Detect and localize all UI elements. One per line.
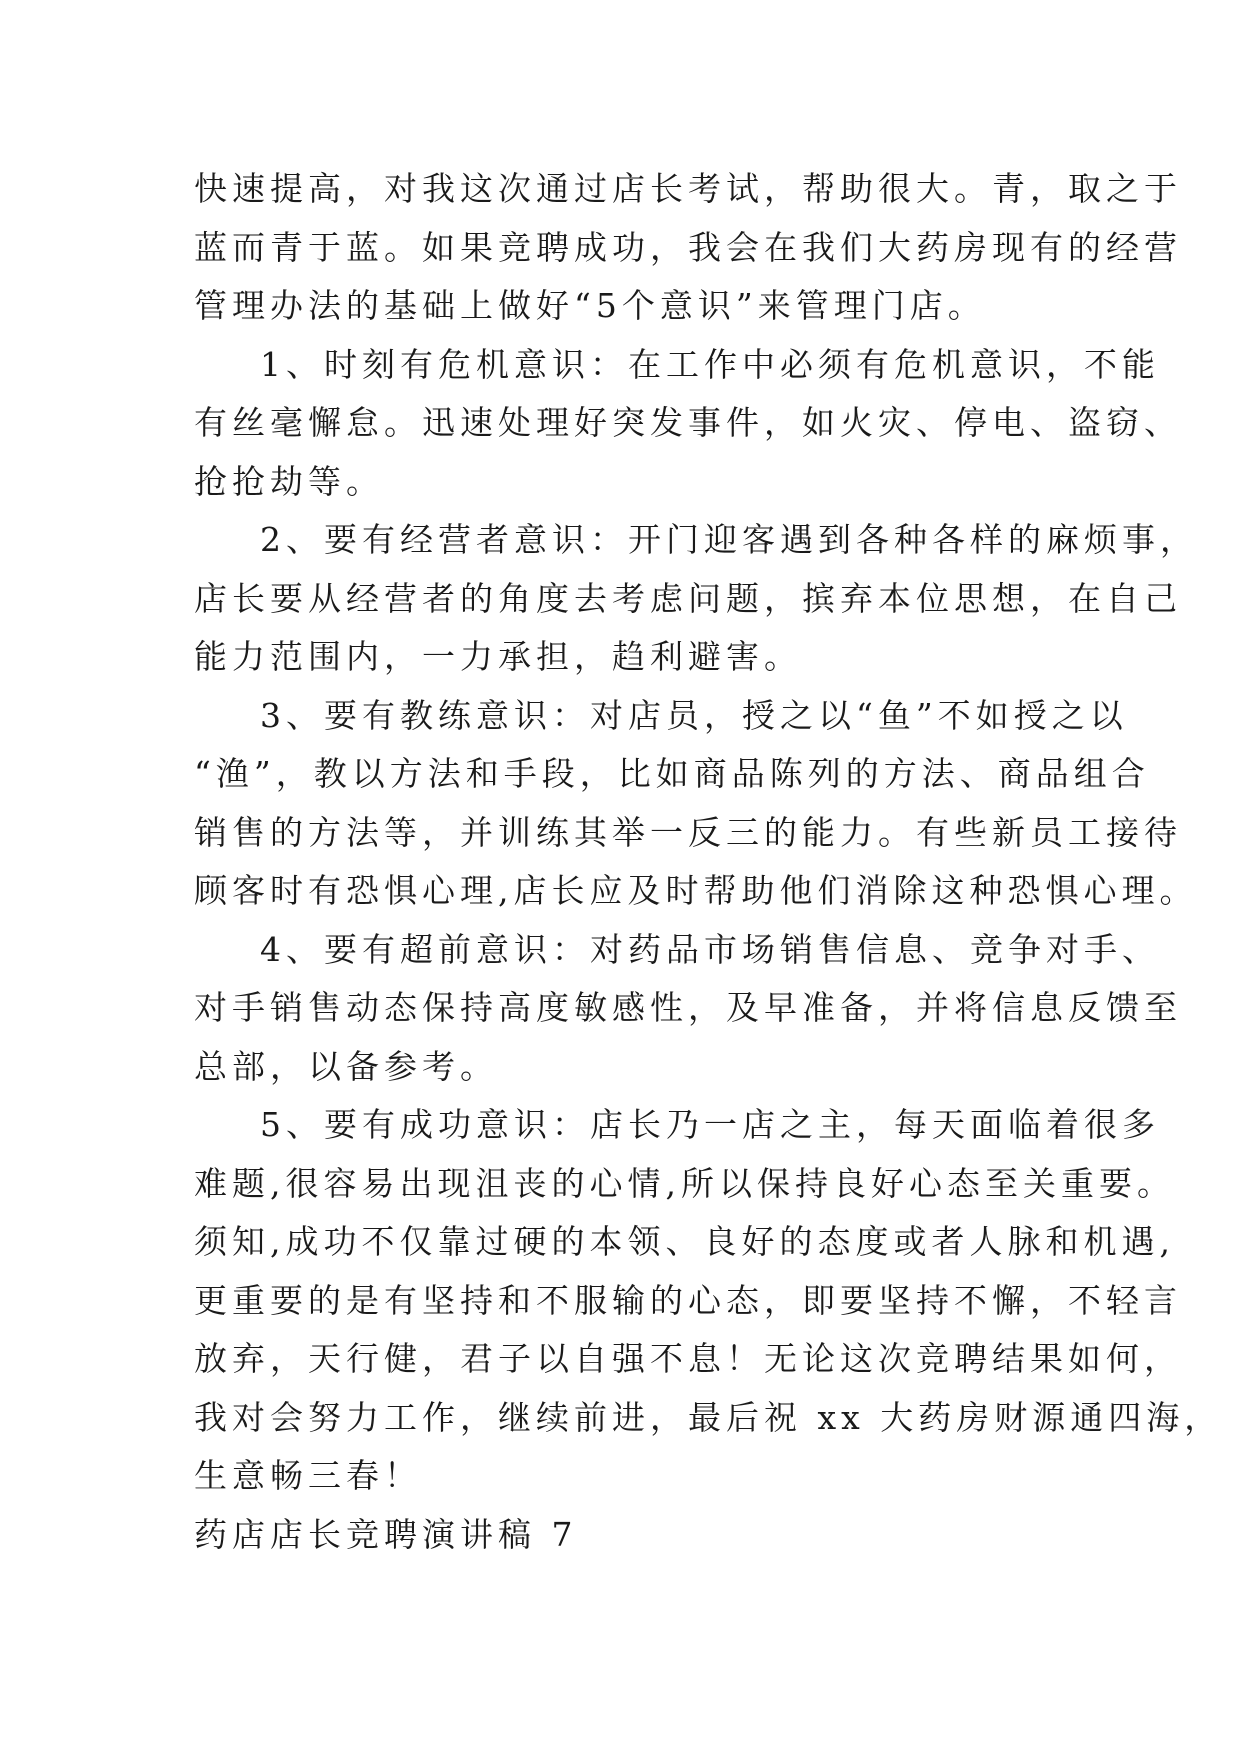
section-heading: 药店店长竞聘演讲稿 7 (194, 1514, 578, 1554)
text-line: 难题,很容易出现沮丧的心情,所以保持良好心态至关重要。 (194, 1163, 1175, 1203)
text-line: 5、要有成功意识：店长乃一店之主，每天面临着很多 (260, 1105, 1160, 1144)
text-line: 4、要有超前意识：对药品市场销售信息、竞争对手、 (260, 929, 1160, 969)
text-line: 放弃，天行健，君子以自强不息！无论这次竞聘结果如何， (194, 1339, 1182, 1378)
text-line: 顾客时有恐惧心理,店长应及时帮助他们消除这种恐惧心理。 (194, 871, 1198, 910)
text-line: 3、要有教练意识：对店员，授之以“鱼”不如授之以 (260, 695, 1128, 735)
text-line: 管理办法的基础上做好“5个意识”来管理门店。 (194, 286, 986, 325)
text-line: 对手销售动态保持高度敏感性，及早准备，并将信息反馈至 (194, 988, 1182, 1027)
document-body (194, 160, 1223, 1564)
text-line: 生意畅三春！ (194, 1456, 422, 1495)
text-line: 蓝而青于蓝。如果竞聘成功，我会在我们大药房现有的经营 (194, 227, 1182, 267)
text-line: 我对会努力工作，继续前进，最后祝 xx 大药房财源通四海， (194, 1397, 1223, 1437)
text-line: 能力范围内，一力承担，趋利避害。 (194, 637, 802, 676)
text-line: 须知,成功不仅靠过硬的本领、良好的态度或者人脉和机遇, (194, 1222, 1175, 1261)
text-line: 更重要的是有坚持和不服输的心态，即要坚持不懈，不轻言 (194, 1280, 1182, 1320)
text-line: 总部，以备参考。 (194, 1046, 498, 1086)
text-line: “渔”，教以方法和手段，比如商品陈列的方法、商品组合 (194, 754, 1150, 793)
text-line: 有丝毫懈怠。迅速处理好突发事件，如火灾、停电、盗窃、 (194, 403, 1182, 442)
text-line: 店长要从经营者的角度去考虑问题，摈弃本位思想，在自己 (194, 578, 1182, 618)
text-line: 抢抢劫等。 (194, 461, 384, 501)
text-line: 1、时刻有危机意识：在工作中必须有危机意识，不能 (260, 344, 1160, 384)
text-line: 快速提高，对我这次通过店长考试，帮助很大。青，取之于 (194, 169, 1182, 208)
text-line: 2、要有经营者意识：开门迎客遇到各种各样的麻烦事， (260, 520, 1198, 559)
text-line: 销售的方法等，并训练其举一反三的能力。有些新员工接待 (194, 812, 1182, 852)
